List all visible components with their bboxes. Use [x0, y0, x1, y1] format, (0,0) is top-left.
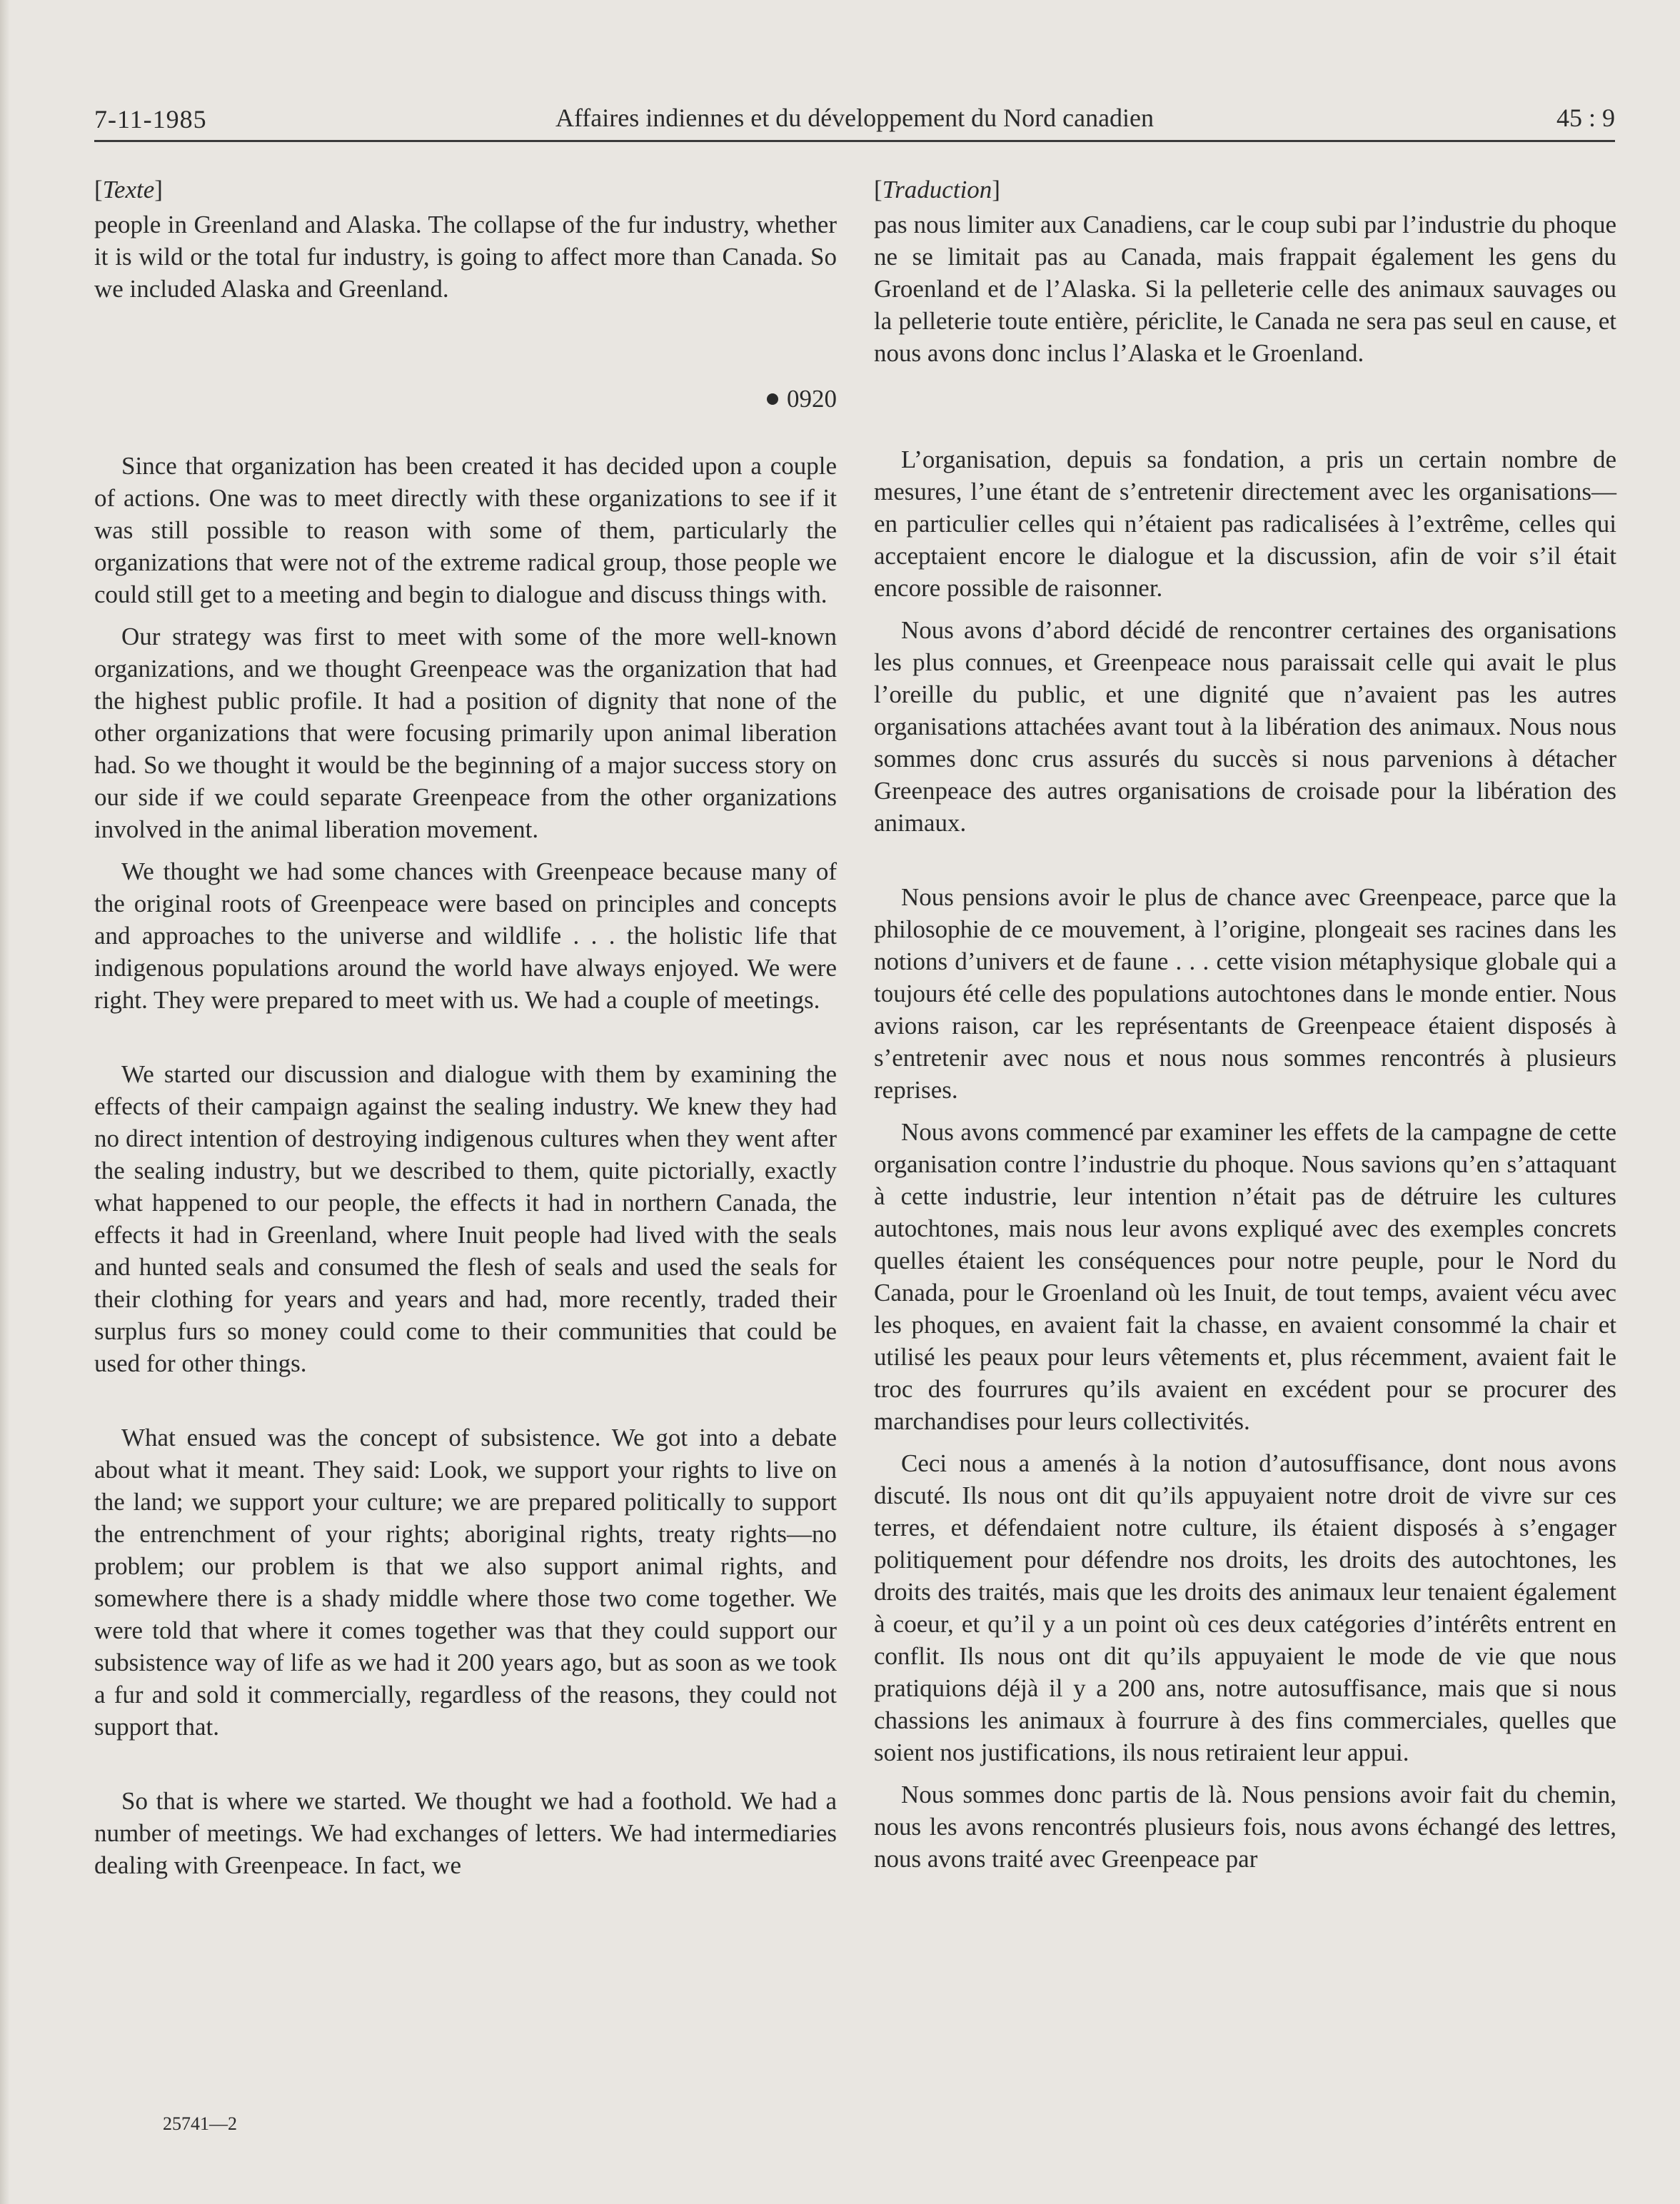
paragraph-en-1: people in Greenland and Alaska. The collapse of the fur industry, whether it is wild or the total fur industry, is going to affect more than Canada. So we included Alaska and Greenland. — [94, 211, 837, 303]
column-label-traduction: [Traduction] — [874, 176, 1000, 203]
page-edge — [0, 0, 10, 2204]
english-column — [94, 173, 837, 1881]
paragraph-fr-6: Ceci nous a amenés à la notion d’autosuffisance, dont nous avons discuté. Ils nous ont dit qu’ils appuyaient notre droit de vivre sur ces terres, et défendaient notre culture, ils étaient disposés à s’engager politiquement pour défendre nos droits, les droits des autochtones, les droits des traités, mais que les droits des animaux leur tenaient également à coeur, et qu’il y a un point où ces deux catégories d’intérêts entrent en conflit. Ils nous ont dit qu’ils appuyaient le mode de vie que nous pratiquions déjà il y a 200 ans, notre autosuffisance, mais que si nous chassions les animaux à fourrure à des fins commerciales, quelles que soient nos justifications, ils nous retiraient leur appui. — [874, 1449, 1616, 1766]
paragraph-fr-5: Nous avons commencé par examiner les effets de la campagne de cette organisation contre l’industrie du phoque. Nous savions qu’en s’attaquant à cette industrie, leur intention n’était pas de détruire les cultures autochtones, mais nous leur avons expliqué avec des exemples concrets quelles étaient les conséquences pour notre peuple, pour le Nord du Canada, pour le Groenland où les Inuit, de tout temps, avaient vécu avec les phoques, en avaient fait la chasse, en avaient consommé la chair et utilisé les peaux pour leurs vêtements et, plus récemment, avaient fait le troc des fourrures qu’ils avaient en excédent pour se procurer des marchandises pour leurs collectivités. — [874, 1118, 1616, 1435]
paragraph-en-6: What ensued was the concept of subsistence. We got into a debate about what it meant. They said: Look, we support your rights to live on the land; we support your culture; we are prepared politically to support the entrenchment of your rights; aboriginal rights, treaty rights—no problem; our problem is that we also support animal rights, and somewhere there is a shady middle where those two come together. We were told that where it comes together was that they could support our subsistence way of life as we had it 200 years ago, but as soon as we took a fur and sold it commercially, regardless of the reasons, they could not support that. — [94, 1424, 837, 1741]
paragraph-en-5: We started our discussion and dialogue with them by examining the effects of their campaign against the sealing industry. We knew they had no direct intention of destroying indigenous cultures when they went after the sealing industry, but we described to them, quite pictorially, exactly what happened to our people, the effects it had in northern Canada, the effects it had in Greenland, where Inuit people had lived with the seals and hunted seals and consumed the flesh of seals and used the seals for their clothing for years and years and had, more recently, traded their surplus furs so money could come to their communities that could be used for other things. — [94, 1060, 837, 1377]
paragraph-fr-1: pas nous limiter aux Canadiens, car le coup subi par l’industrie du phoque ne se limitait pas au Canada, mais frappait également les gens du Groenland et de l’Alaska. Si la pelleterie celle des animaux sauvages ou la pelleterie toute entière, périclite, le Canada ne sera pas seul en cause, et nous avons donc inclus l’Alaska et le Groenland. — [874, 211, 1616, 367]
time-marker-value: 0920 — [787, 385, 837, 413]
column-label-texte: [Texte] — [94, 176, 163, 203]
footer-code: 25741—2 — [163, 2113, 237, 2134]
paragraph-en-2: Since that organization has been created it has decided upon a couple of actions. One was to meet directly with these organizations to see if it was still possible to reason with some of them, particularly the organizations that were not of the extreme radical group, those people we could still get to a meeting and begin to dialogue and discuss things with. — [94, 452, 837, 608]
paragraph-fr-3: Nous avons d’abord décidé de rencontrer certaines des organisations les plus connues, et Greenpeace nous paraissait celle qui avait le plus l’oreille du public, et une dignité que n’avaient pas les autres organisations attachées avant tout à la libération des animaux. Nous nous sommes donc crus assurés du succès si nous parvenions à détacher Greenpeace des autres organisations de croisade pour la libération des animaux. — [874, 616, 1616, 837]
french-column — [874, 173, 1616, 1875]
header-title: Affaires indiennes et du développement du Nord canadien — [555, 104, 1155, 132]
time-marker — [94, 383, 837, 415]
bullet-icon — [767, 393, 778, 405]
paragraph-fr-4: Nous pensions avoir le plus de chance avec Greenpeace, parce que la philosophie de ce mouvement, à l’origine, plongeait ses racines dans les notions d’univers et de faune . . . cette vision métaphysique globale qui a toujours été celle des populations autochtones dans le monde entier. Nous avions raison, car les représentants de Greenpeace étaient disposés à s’entretenir avec nous et nous nous sommes rencontrés à plusieurs reprises. — [874, 883, 1616, 1104]
header-date: 7-11-1985 — [94, 105, 207, 134]
paragraph-en-3: Our strategy was first to meet with some of the more well-known organizations, and we thought Greenpeace was the organization that had the highest public profile. It had a position of dignity that none of the other organizations that were focusing primarily upon animal liberation had. So we thought it would be the beginning of a major success story on our side if we could separate Greenpeace from the other organizations involved in the animal liberation movement. — [94, 623, 837, 843]
header-page-number: 45 : 9 — [1556, 104, 1615, 132]
paragraph-fr-7: Nous sommes donc partis de là. Nous pensions avoir fait du chemin, nous les avons rencontrés plusieurs fois, nous avons échangé des lettres, nous avons traité avec Greenpeace par — [874, 1781, 1616, 1873]
running-header — [94, 100, 1615, 142]
paragraph-en-7: So that is where we started. We thought we had a foothold. We had a number of meetings. We had exchanges of letters. We had intermediaries dealing with Greenpeace. In fact, we — [94, 1787, 837, 1879]
paragraph-fr-2: L’organisation, depuis sa fondation, a pris un certain nombre de mesures, l’une étant de s’entretenir directement avec les organisations—en particulier celles qui n’étaient pas radicalisées à l’extrême, celles qui acceptaient encore le dialogue et la discussion, afin de voir s’il était encore possible de raisonner. — [874, 446, 1616, 602]
paragraph-en-4: We thought we had some chances with Greenpeace because many of the original roots of Greenpeace were based on principles and concepts and approaches to the universe and wildlife . . . the holistic life that indigenous populations around the world have always enjoyed. We were right. They were prepared to meet with us. We had a couple of meetings. — [94, 857, 837, 1014]
